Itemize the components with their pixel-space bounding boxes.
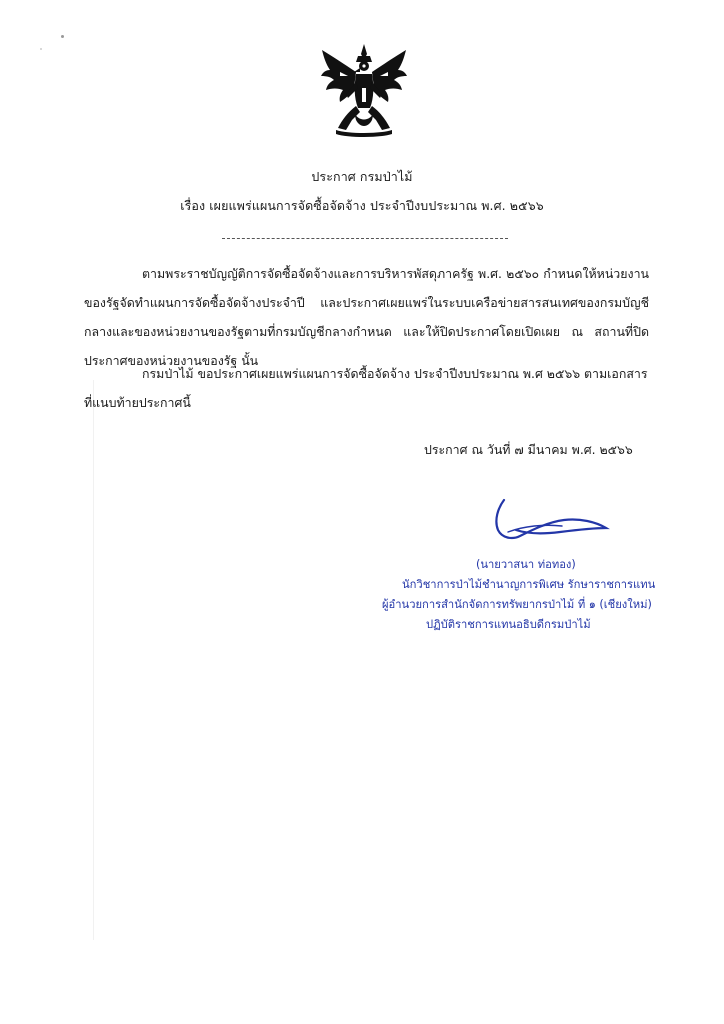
announcement-title: ประกาศ กรมป่าไม้ (311, 169, 413, 184)
signatory-block (380, 555, 710, 635)
scan-speck (40, 48, 42, 50)
scan-artifact-line (93, 380, 94, 940)
body-paragraph-2: กรมป่าไม้ ขอประกาศเผยแพร่แผนการจัดซื้อจัดจ้าง ประจำปีงบประมาณ พ.ศ ๒๕๖๖ ตามเอกสารที่แนบท้ายประกาศนี้ (84, 366, 648, 410)
body-paragraph-1: ตามพระราชบัญญัติการจัดซื้อจัดจ้างและการบริหารพัสดุภาครัฐ พ.ศ. ๒๕๖๐ กำหนดให้หน่วยงานของรัฐจัดทำแผนการจัดซื้อจัดจ้างประจำปี และประกาศเผยแพร่ในระบบเครือข่ายสารสนเทศของกรมบัญชีกลางและของหน่วยงานของรัฐตามที่กรมบัญชีกลางกำหนด และให้ปิดประกาศโดยเปิดเผย ณ สถานที่ปิดประกาศของหน่วยงานของรัฐ นั้น (84, 266, 649, 368)
garuda-emblem-icon (318, 42, 410, 140)
announcement-date: ประกาศ ณ วันที่ ๗ มีนาคม พ.ศ. ๒๕๖๖ (424, 442, 633, 457)
handwritten-signature (488, 492, 618, 552)
announcement-subject: เรื่อง เผยแพร่แผนการจัดซื้อจัดจ้าง ประจำปีงบประมาณ พ.ศ. ๒๕๖๖ (180, 198, 544, 213)
scan-speck (61, 35, 64, 38)
signatory-position-1: นักวิชาการป่าไม้ชำนาญการพิเศษ รักษาราชการแทน (402, 578, 656, 591)
signatory-position-3: ปฏิบัติราชการแทนอธิบดีกรมป่าไม้ (426, 618, 591, 631)
signatory-name: (นายวาสนา ท่อทอง) (476, 558, 576, 571)
separator-line (222, 238, 508, 239)
signatory-position-2: ผู้อำนวยการสำนักจัดการทรัพยากรป่าไม้ ที่ ๑ (เชียงใหม่) (382, 598, 652, 611)
